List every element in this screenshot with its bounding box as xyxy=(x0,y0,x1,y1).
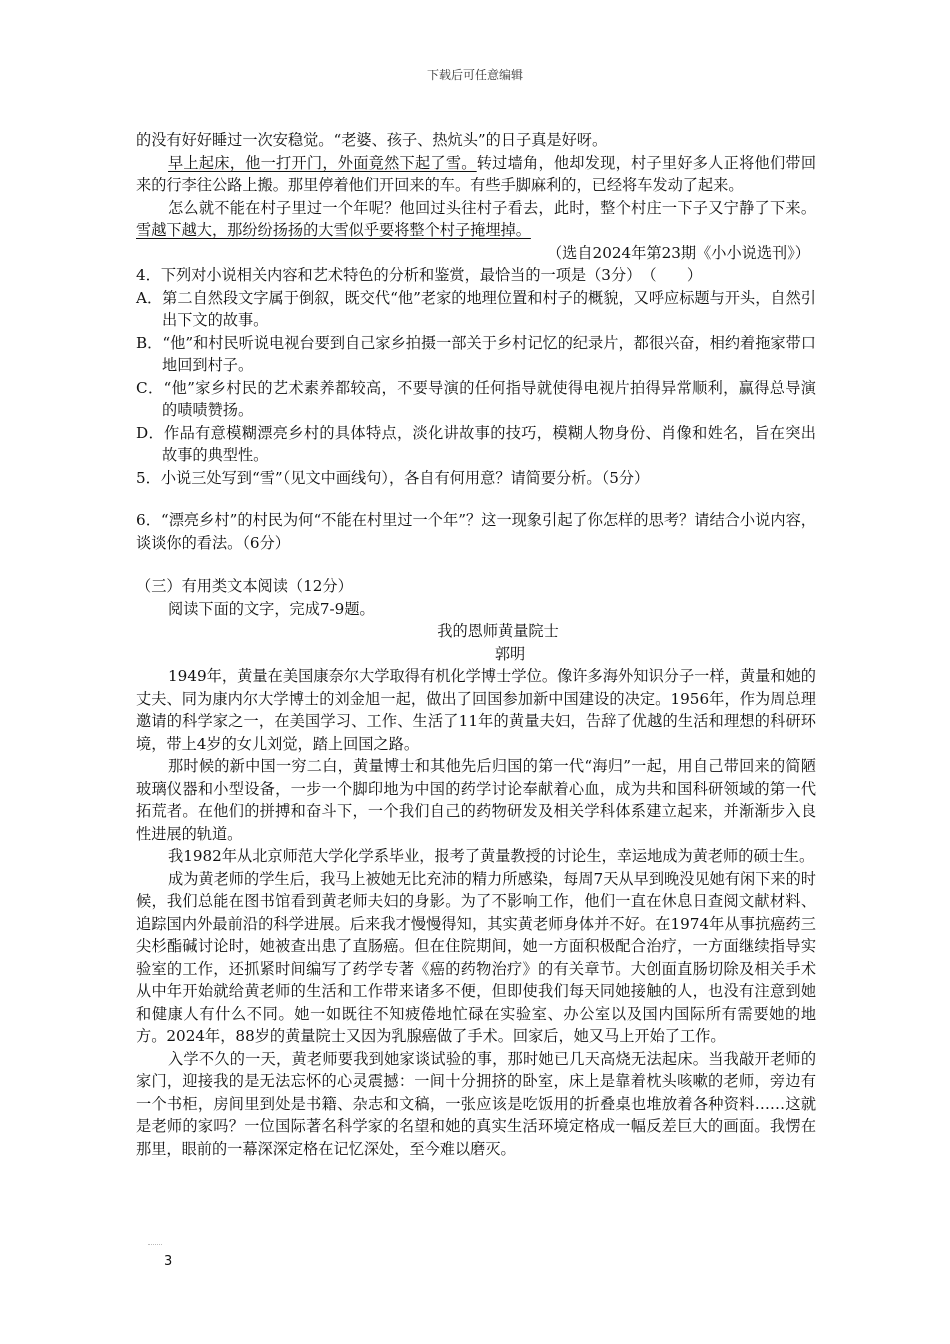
question-4-option-b: B．“他”和村民听说电视台要到自己家乡拍摄一部关于乡村记忆的纪录片，都很兴奋，相约着拖家带口地回到村子。 xyxy=(136,333,816,374)
article-paragraph: 我1982年从北京师范大学化学系毕业，报考了黄量教授的讨论生，幸运地成为黄老师的硕士生。 xyxy=(168,847,815,865)
story-paragraph-2-rest: 转过墙角，他却发现，村子里好多人正将他们带回来的行李往公路上搬。那里停着他们开回来的车。有些手脚麻利的，已经将车发动了起来。 xyxy=(136,153,817,194)
question-5: 5．小说三处写到“雪”（见文中画线句），各自有何用意？请简要分析。（5分） xyxy=(136,468,650,487)
story-paragraph-1: 的没有好好睡过一次安稳觉。“老婆、孩子、热炕头”的日子真是好呀。 xyxy=(136,131,608,149)
underlined-sentence-1: 早上起床，他一打开门，外面竟然下起了雪。 xyxy=(168,153,477,172)
page-header: 下载后可任意编辑 xyxy=(426,68,523,82)
question-4-option-a: A．第二自然段文字属于倒叙，既交代“他”老家的地理位置和村子的概貌，又呼应标题与开头，自然引出下文的故事。 xyxy=(136,288,816,329)
story-source: （选自2024年第23期《小小说选刊》） xyxy=(546,243,810,262)
question-4-option-d: D．作品有意模糊漂亮乡村的具体特点，淡化讲故事的技巧，模糊人物身份、肖像和姓名，旨在突出故事的典型性。 xyxy=(136,423,816,464)
question-4: 4．下列对小说相关内容和艺术特色的分析和鉴赏，最恰当的一项是（3分） （ ） xyxy=(136,266,703,284)
article-paragraph: 成为黄老师的学生后，我马上被她无比充沛的精力所感染，每周7天从早到晚没见她有闲下来的时候，我们总能在图书馆看到黄老师夫妇的身影。为了不影响工作，他们一直在休息日查阅文献材料、追踪国内外最前沿的科学进展。后来我才慢慢得知，其实黄老师身体并不好。在1974年从事抗癌药三尖杉酯碱讨论时，她被查出患了直肠癌。但在住院期间，她一方面积极配合治疗，一方面继续指导实验室的工作，还抓紧时间编写了药学专著《癌的药物治疗》的有关章节。大创面直肠切除及相关手术从中年开始就给黄老师的生活和工作带来诸多不便，但即使我们每天同她接触的人，也没有注意到她和健康人有什么不同。她一如既往不知疲倦地忙碌在实验室、办公室以及国内国际所有需要她的地方。2024年，88岁的黄量院士又因为乳腺癌做了手术。回家后，她又马上开始了工作。 xyxy=(136,869,816,1045)
answer-space xyxy=(136,489,816,509)
question-4-option-c: C．“他”家乡村民的艺术素养都较高，不要导演的任何指导就使得电视片拍得异常顺利，赢得总导演的啧啧赞扬。 xyxy=(136,378,816,419)
question-6: 6．“漂亮乡村”的村民为何“不能在村里过一个年”？这一现象引起了你怎样的思考？请结合小说内容，谈谈你的看法。（6分） xyxy=(136,511,816,552)
footer-divider xyxy=(148,1244,162,1246)
answer-space xyxy=(136,554,816,575)
underlined-sentence-2: 雪越下越大，那纷纷扬扬的大雪似乎要将整个村子掩埋掉。 xyxy=(136,221,531,239)
article-title: 我的恩师黄量院士 xyxy=(437,622,559,640)
article-paragraph: 1949年，黄量在美国康奈尔大学取得有机化学博士学位。像许多海外知识分子一样，黄量和她的丈夫、同为康内尔大学博士的刘金旭一起，做出了回国参加新中国建设的决定。1956年，作为周总理邀请的科学家之一，在美国学习、工作、生活了11年的黄量夫妇，告辞了优越的生活和理想的科研环境，带上4岁的女儿刘觉，踏上回国之路。 xyxy=(136,667,816,753)
section-instruction: 阅读下面的文字，完成7-9题。 xyxy=(168,599,375,618)
article-paragraph: 入学不久的一天，黄老师要我到她家谈试验的事，那时她已几天高烧无法起床。当我敲开老师的家门，迎接我的是无法忘怀的心灵震撼：一间十分拥挤的卧室，床上是靠着枕头咳嗽的老师，旁边有一个书柜，房间里到处是书籍、杂志和文稿，一张应该是吃饭用的折叠桌也堆放着各种资料……这就是老师的家吗？一位国际著名科学家的名望和她的真实生活环境定格成一幅反差巨大的画面。我愣在那里，眼前的一幕深深定格在记忆深处，至今难以磨灭。 xyxy=(136,1049,816,1158)
article-author: 郭明 xyxy=(494,644,526,663)
document-body xyxy=(136,129,816,1160)
story-paragraph-3 xyxy=(136,197,816,242)
story-paragraph-3-text: 怎么就不能在村子里过一个年呢？他回过头往村子看去，此时，整个村庄一下子又宁静了下来。 xyxy=(168,198,816,217)
article-paragraph: 那时候的新中国一穷二白，黄量博士和其他先后归国的第一代“海归”一起，用自己带回来的简陋玻璃仪器和小型设备，一步一个脚印地为中国的药学讨论奉献着心血，成为共和国科研领域的第一代拓荒者。在他们的拼搏和奋斗下，一个我们自己的药物研发及相关学科体系建立起来，并渐渐步入良性进展的轨道。 xyxy=(136,757,816,843)
section-heading: （三）有用类文本阅读（12分） xyxy=(136,577,353,595)
page-number: 3 xyxy=(164,1254,173,1269)
story-paragraph-2 xyxy=(136,152,816,197)
